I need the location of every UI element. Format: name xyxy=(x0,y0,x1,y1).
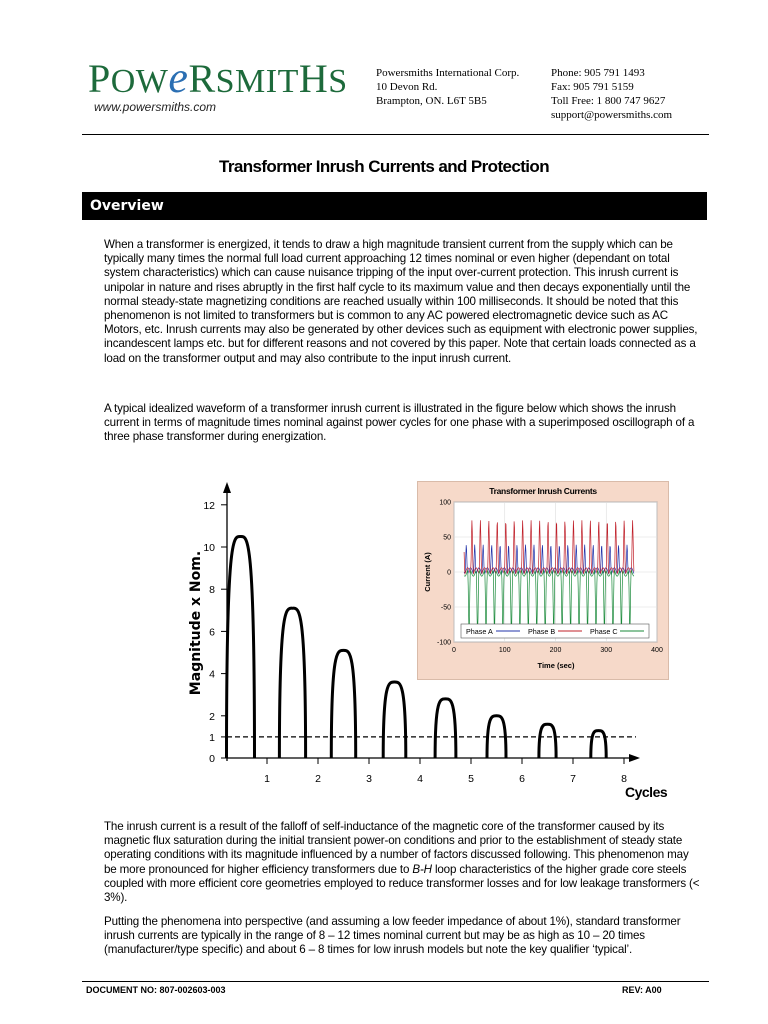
inset-y-tick-label: -50 xyxy=(440,604,451,612)
footer-divider xyxy=(82,981,709,982)
inset-y-tick-label: 0 xyxy=(447,569,451,577)
inset-x-tick-label: 400 xyxy=(651,647,663,654)
address-line: Powersmiths International Corp. xyxy=(376,67,520,79)
logo-wordmark: POWeRSMITHS xyxy=(88,53,348,102)
y-tick-label: 2 xyxy=(209,710,215,723)
revision-label: REV: A00 xyxy=(622,985,662,995)
address-line: 10 Devon Rd. xyxy=(376,81,438,93)
inset-x-axis-label: Time (sec) xyxy=(537,661,575,670)
x-tick-label: 2 xyxy=(315,773,321,785)
x-axis-label: Cycles xyxy=(625,784,668,800)
inset-x-tick-label: 200 xyxy=(549,647,562,654)
paragraph-text: The inrush current is a result of the falloff of self-inductance of the magnetic core of the transformer caused by its magnetic flux saturation during the initial transient power-on conditions and prior to the establishment of steady state operating conditions with its magnitude influenced by a number of factors discussed following. This phenomenon may be more pronounced for higher efficiency transformers due to xyxy=(104,820,689,876)
inset-x-tick-label: 0 xyxy=(452,647,456,654)
inset-x-tick-label: 100 xyxy=(498,647,511,654)
paragraph-text: loop characteristics of the higher grade core steels coupled with more efficient core geometries employed to reduce transformer losses and for low leakage transformers (< 3%). xyxy=(104,862,700,905)
support-email[interactable]: support@powersmiths.com xyxy=(551,109,673,121)
paragraph-figure-intro: A typical idealized waveform of a transformer inrush current is illustrated in the figure below which shows the inrush current in terms of magnitude times nominal against power cycles for one phase with a superimposed oscillograph of a three phase transformer during energization. xyxy=(104,402,695,444)
y-tick-label: 6 xyxy=(209,626,215,639)
website-url[interactable]: www.powersmiths.com xyxy=(94,100,217,114)
inset-y-axis-label: Current (A) xyxy=(423,552,432,592)
inset-y-tick-label: 50 xyxy=(443,534,451,542)
x-tick-label: 1 xyxy=(264,773,270,785)
y-tick-label: 12 xyxy=(203,499,215,512)
y-tick-label: 1 xyxy=(209,731,215,744)
bh-term: B-H xyxy=(412,862,432,876)
document-number: DOCUMENT NO: 807-002603-003 xyxy=(86,985,226,995)
paragraph-cause xyxy=(104,820,704,905)
toll-free-line: Toll Free: 1 800 747 9627 xyxy=(551,95,666,107)
inset-legend-label: Phase B xyxy=(528,627,556,636)
y-tick-label: 8 xyxy=(209,584,215,597)
y-tick-label: 0 xyxy=(209,753,215,765)
y-axis-label: Magnitude x Nom. xyxy=(188,550,204,696)
inset-y-tick-label: 100 xyxy=(439,499,451,507)
inset-legend-label: Phase C xyxy=(590,627,618,636)
section-title: Overview xyxy=(90,198,164,214)
x-tick-label: 7 xyxy=(570,773,576,785)
paragraph-overview: When a transformer is energized, it tends to draw a high magnitude transient current from the supply which can be typically many times the normal full load current approaching 12 times nominal or even higher (dependant on total system characteristics) which can cause nuisance tripping of the input over-current protection. This inrush current is unipolar in nature and rises abruptly in the first half cycle to its maximum value and then decays exponentially until the normal steady-state magnetizing conditions are reached usually within 100 milliseconds. It should be noted that this phenomenon is not limited to transformers but is common to any AC powered electromagnetic device such as AC Motors, etc. Inrush currents may also be generated by other devices such as equipment with electronic power supplies, incandescent lamps etc. but for different reasons and not covered by this paper. Note that certain loads connected as a load on the transformer output and may also contribute to the input inrush current. xyxy=(104,238,698,365)
x-tick-label: 5 xyxy=(468,773,474,785)
x-tick-label: 4 xyxy=(417,773,423,785)
paragraph-perspective: Putting the phenomena into perspective (and assuming a low feeder impedance of about 1%), standard transformer inrush currents are typically in the range of 8 – 12 times nominal current but may be as high as 10 – 20 times (manufacturer/type specific) and about 6 – 8 times for low inrush models but note the key qualifier ‘typical’. xyxy=(104,915,681,957)
x-tick-label: 3 xyxy=(366,773,372,785)
inset-x-tick-label: 300 xyxy=(600,647,613,654)
y-tick-label: 4 xyxy=(209,668,215,681)
page-title: Transformer Inrush Currents and Protection xyxy=(219,157,549,176)
phone-line: Phone: 905 791 1493 xyxy=(551,67,645,79)
y-tick-label: 10 xyxy=(203,542,215,554)
inset-legend-label: Phase A xyxy=(466,627,493,636)
inset-chart-title: Transformer Inrush Currents xyxy=(489,486,597,496)
x-tick-label: 6 xyxy=(519,773,525,785)
x-tick-label: 8 xyxy=(621,773,627,785)
address-line: Brampton, ON. L6T 5B5 xyxy=(376,95,487,107)
fax-line: Fax: 905 791 5159 xyxy=(551,81,634,93)
inset-y-tick-label: -100 xyxy=(436,639,451,647)
